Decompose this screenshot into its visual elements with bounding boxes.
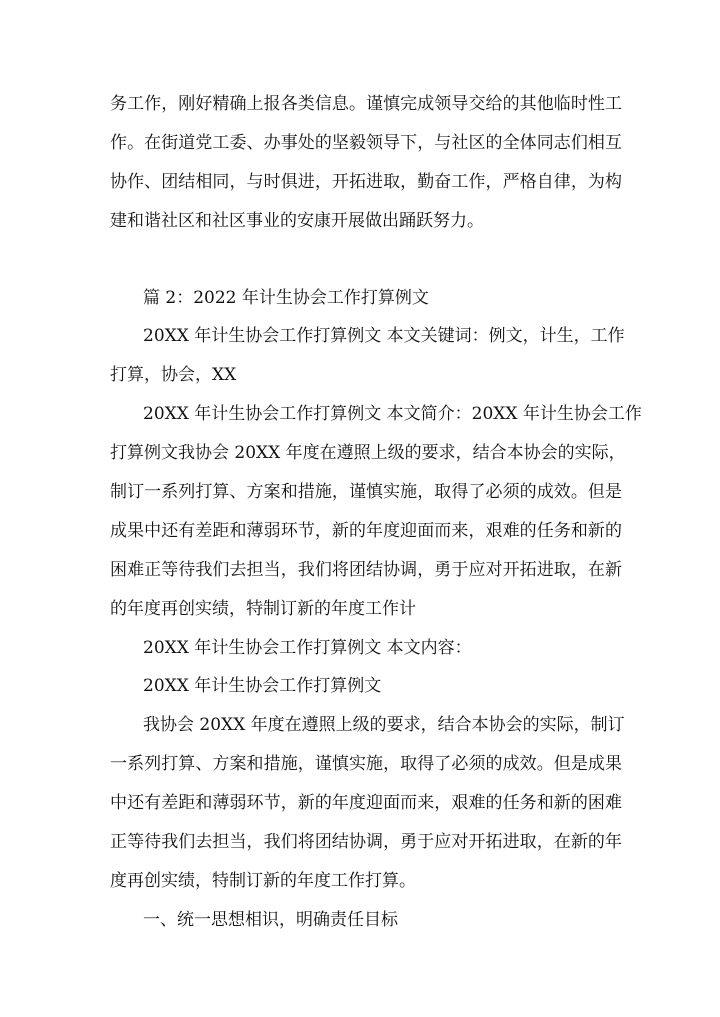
text-line: 务工作，刚好精确上报各类信息。谨慎完成领导交给的其他临时性工 xyxy=(110,94,622,114)
text-line: 20XX 年计生协会工作打算例文 xyxy=(143,676,382,696)
text-line: 协作、团结相同，与时俱进，开拓进取，勤奋工作，严格自律，为构 xyxy=(110,172,622,192)
text-line: 打算例文我协会 20XX 年度在遵照上级的要求，结合本协会的实际， xyxy=(110,443,626,463)
text-line: 困难正等待我们去担当，我们将团结协调，勇于应对开拓进取，在新 xyxy=(110,560,622,580)
text-line: 打算，协会，XX xyxy=(110,365,237,385)
text-line: 一系列打算、方案和措施，谨慎实施，取得了必须的成效。但是成果 xyxy=(110,754,622,774)
text-line: 成果中还有差距和薄弱环节，新的年度迎面而来，艰难的任务和新的 xyxy=(110,521,622,541)
text-line: 20XX 年计生协会工作打算例文 本文简介：20XX 年计生协会工作 xyxy=(143,404,642,424)
text-line: 建和谐社区和社区事业的安康开展做出踊跃努力。 xyxy=(110,211,484,231)
text-line: 20XX 年计生协会工作打算例文 本文关键词：例文，计生，工作 xyxy=(143,326,625,346)
text-line: 中还有差距和薄弱环节，新的年度迎面而来，艰难的任务和新的困难 xyxy=(110,793,622,813)
text-line: 正等待我们去担当，我们将团结协调，勇于应对开拓进取，在新的年 xyxy=(110,832,622,852)
text-line: 制订一系列打算、方案和措施，谨慎实施，取得了必须的成效。但是 xyxy=(110,482,622,502)
numbered-heading: 一、统一思想相识，明确责任目标 xyxy=(143,910,398,930)
text-line: 的年度再创实绩，特制订新的年度工作计 xyxy=(110,599,416,619)
text-line: 作。在街道党工委、办事处的坚毅领导下，与社区的全体同志们相互 xyxy=(110,133,622,153)
text-line: 我协会 20XX 年度在遵照上级的要求，结合本协会的实际，制订 xyxy=(143,715,625,735)
text-line: 20XX 年计生协会工作打算例文 本文内容： xyxy=(143,638,472,658)
text-line: 度再创实绩，特制订新的年度工作打算。 xyxy=(110,871,416,891)
section-heading: 篇 2：2022 年计生协会工作打算例文 xyxy=(143,288,429,308)
